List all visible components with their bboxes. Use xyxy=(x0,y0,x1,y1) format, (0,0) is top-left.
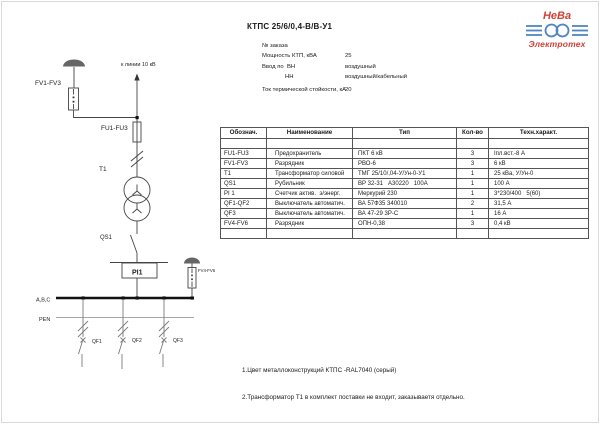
cell-tech: Iпл.вст.-8 А xyxy=(489,149,589,159)
note-line: 2.Трансформатор Т1 в комплект поставки не входит, заказываетя отдельно. xyxy=(242,394,465,401)
cell-qty: 1 xyxy=(457,179,489,189)
pen-label: PEN xyxy=(39,317,51,323)
spec-label: № заказа xyxy=(262,43,288,49)
cell-name: Трансформатор силовой xyxy=(267,169,353,179)
cell-type: ОПН-0,38 xyxy=(353,219,457,229)
transformer-t1-symbol xyxy=(124,177,150,234)
cell-name: Разрядник xyxy=(267,159,353,169)
arrester-fv4-symbol xyxy=(184,258,200,298)
fuse-fu1-symbol xyxy=(131,122,143,177)
logo-text-electrotech: Электротех xyxy=(528,39,586,49)
company-logo xyxy=(516,11,598,49)
cell-tech: 3*230/400 5(60) xyxy=(489,189,589,199)
spec-row-order xyxy=(262,41,407,51)
cell-tech: 100 А xyxy=(489,179,589,189)
fv4-label: FV4-FV6 xyxy=(198,268,216,273)
fu1-label: FU1-FU3 xyxy=(101,125,128,132)
spec-row-lv-input xyxy=(262,72,407,82)
cell-name: Счетчик актив. э/энерг. xyxy=(267,189,353,199)
cell-type: ВА 57Ф35 340010 xyxy=(353,199,457,209)
table-row xyxy=(221,159,589,169)
qf1-label: QF1 xyxy=(92,339,102,345)
t1-label: Т1 xyxy=(99,166,107,173)
spec-value: воздушный xyxy=(345,63,376,70)
cell-type: ПКТ 6 кВ xyxy=(353,149,457,159)
col-header-tech: Техн.характ. xyxy=(489,128,589,139)
spec-list xyxy=(262,41,407,95)
cell-tech: 16 А xyxy=(489,209,589,219)
table-row xyxy=(221,209,589,219)
table-row xyxy=(221,189,589,199)
col-header-type: Тип xyxy=(353,128,457,139)
cell-name: Разрядник xyxy=(267,219,353,229)
cell-type: Меркурий 230 xyxy=(353,189,457,199)
cell-tech: 0,4 кВ xyxy=(489,219,589,229)
table-empty-row xyxy=(221,139,589,149)
spec-value: 20 xyxy=(345,86,352,93)
feeder-qf1 xyxy=(78,299,88,367)
cell-tech: 6 кВ xyxy=(489,159,589,169)
feeder-qf2 xyxy=(118,299,128,369)
cell-qty: 3 xyxy=(457,149,489,159)
col-header-designation: Обознач. xyxy=(221,128,267,139)
spec-row-power xyxy=(262,51,407,61)
table-header-row xyxy=(221,128,589,139)
spec-label: Ток термической стойкости, кА xyxy=(262,86,347,93)
cell-designation: QS1 xyxy=(221,179,267,189)
cell-qty: 1 xyxy=(457,169,489,179)
cell-type: ВР 32-31 А30220 100А xyxy=(353,179,457,189)
col-header-qty: Кол-во xyxy=(457,128,489,139)
cell-type: ВА 47-29 3Р-С xyxy=(353,209,457,219)
transformer-logo-icon xyxy=(525,22,589,39)
cell-tech: 25 кВа, У/Ун-0 xyxy=(489,169,589,179)
line-10kv-label: к линии 10 кВ xyxy=(121,62,156,68)
logo-text-neva: НеВа xyxy=(542,10,572,22)
table-row xyxy=(221,169,589,179)
cell-designation: FU1-FU3 xyxy=(221,149,267,159)
cell-type: ТМГ 25/10/,04-У/Ун-0-У1 xyxy=(353,169,457,179)
cell-qty: 1 xyxy=(457,209,489,219)
spec-row-hv-input xyxy=(262,62,407,72)
incoming-line xyxy=(134,74,139,123)
spec-row-thermal-current xyxy=(262,85,407,95)
junction-dot xyxy=(136,116,139,119)
spec-label: НН xyxy=(285,74,294,81)
table-row xyxy=(221,199,589,209)
page-title: КТПС 25/6/0,4-В/В-У1 xyxy=(247,22,333,31)
cell-designation: FV1-FV3 xyxy=(221,159,267,169)
bus-abc-label: А,В,С xyxy=(36,297,51,304)
cell-designation: QF3 xyxy=(221,209,267,219)
qf2-label: QF2 xyxy=(132,338,142,344)
spec-label: Ввод по ВН xyxy=(262,63,296,70)
cell-type: РВО-6 xyxy=(353,159,457,169)
table-row xyxy=(221,179,589,189)
switch-qs1-symbol xyxy=(131,235,138,263)
ground-icon xyxy=(63,60,85,89)
spec-value: воздушный/кабельный xyxy=(345,74,408,81)
spec-label: Мощность КТП, кВА xyxy=(262,53,317,60)
cell-qty: 1 xyxy=(457,189,489,199)
pi1-label: PI1 xyxy=(132,269,143,277)
cell-name: Выключатель автоматич. xyxy=(267,199,353,209)
busbar-abc xyxy=(56,296,194,299)
cell-name: Выключатель автоматич. xyxy=(267,209,353,219)
table-row xyxy=(221,219,589,229)
parts-table xyxy=(220,127,589,239)
cell-qty: 3 xyxy=(457,219,489,229)
meter-pi1-box xyxy=(110,263,168,298)
spec-value: 25 xyxy=(345,53,352,60)
cell-name: Рубильник xyxy=(267,179,353,189)
cell-designation: FV4-FV6 xyxy=(221,219,267,229)
cell-designation: PI 1 xyxy=(221,189,267,199)
table-empty-row xyxy=(221,229,589,239)
fv1-label: FV1-FV3 xyxy=(35,80,62,87)
table-row xyxy=(221,149,589,159)
cell-qty: 2 xyxy=(457,199,489,209)
feeder-qf3 xyxy=(159,299,169,367)
qf3-label: QF3 xyxy=(173,338,183,344)
notes-block xyxy=(242,348,465,411)
cell-tech: 31,5 А xyxy=(489,199,589,209)
cell-qty: 3 xyxy=(457,159,489,169)
cell-designation: QF1-QF2 xyxy=(221,199,267,209)
col-header-name: Наименование xyxy=(267,128,353,139)
note-line: 1.Цвет металлоконструкций КТПС -RAL7040 (серый) xyxy=(242,367,397,374)
arrester-fv1-symbol xyxy=(69,88,138,118)
junction-dot xyxy=(136,296,139,299)
cell-designation: Т1 xyxy=(221,169,267,179)
qs1-label: QS1 xyxy=(100,235,113,241)
ground-icon xyxy=(184,258,200,264)
cell-name: Предохранитель xyxy=(267,149,353,159)
